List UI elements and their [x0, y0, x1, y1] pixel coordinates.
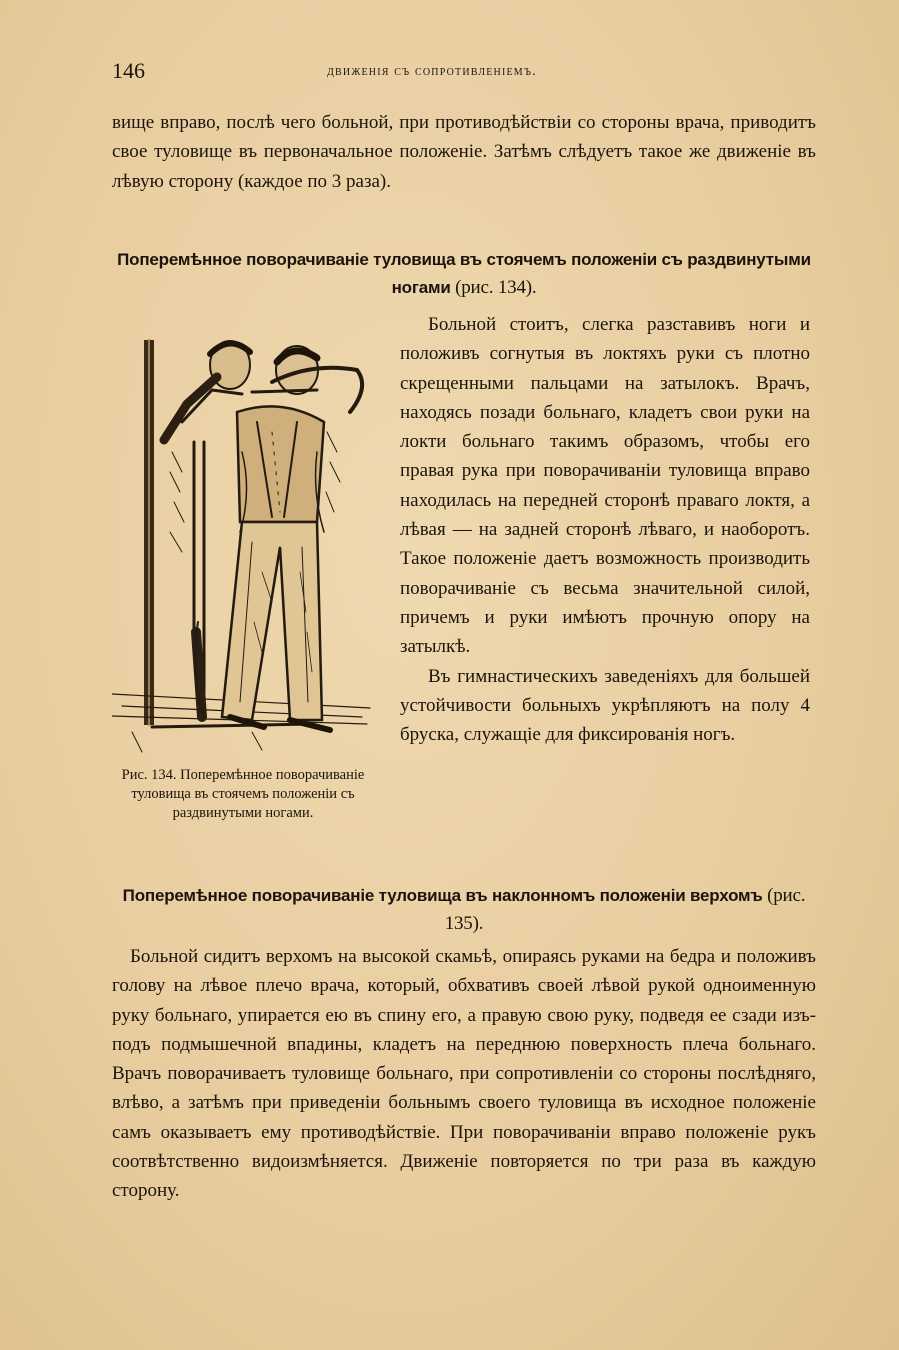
- intro-paragraph: вище вправо, послѣ чего больной, при противодѣйствіи со стороны врача, приводитъ свое туловище въ первоначальное положеніе. Затѣмъ слѣдуетъ такое же движеніе въ лѣвую сторону (каждое по 3 раза).: [112, 112, 816, 192]
- figure-caption: Рис. 134. Поперемѣнное поворачиваніе туловища въ стоячемъ положеніи съ раздвинутыми ногами.: [121, 767, 365, 821]
- figure-reference: (рис. 135).: [444, 885, 806, 934]
- section-heading-135: [112, 882, 816, 938]
- paragraph: Больной сидитъ верхомъ на высокой скамьѣ, опираясь руками на бедра и положивъ голову на лѣвое плечо врача, который, обхвативъ своей лѣвой рукой одноименную руку больнаго, упирается ею въ спину его, а правую свою руку, подведя ее сзади изъ-подъ подмышечной впадины, кладетъ на переднюю поверхность плеча больнаго. Врачъ поворачиваетъ туловище больнаго, при сопротивленіи со стороны послѣдняго, влѣво, а затѣмъ при приведеніи больнымъ своего туловища въ исходное положеніе самъ оказываетъ ему противодѣйствіе. При поворачиваніи вправо положеніе рукъ соотвѣтственно видоизмѣняется. Движеніе повторяется по три раза въ каждую сторону.: [112, 946, 816, 1202]
- paragraph: Больной стоитъ, слегка разставивъ ноги и положивъ согнутыя въ локтяхъ руки съ плотно скрещенными пальцами на затылокъ. Врачъ, находясь позади больнаго, кладетъ свои руки на локти больнаго такимъ образомъ, чтобы его правая рука при поворачиваніи туловища вправо находилась на передней сторонѣ праваго локтя, а лѣвая — на задней сторонѣ лѣваго, и наоборотъ. Такое положеніе даетъ возможность производить поворачиваніе съ весьма значительной силой, причемъ и руки имѣютъ прочную опору на затылкѣ.: [400, 314, 810, 658]
- engraving-two-men-twisting: [112, 332, 374, 757]
- section-134-text-column: [400, 310, 810, 749]
- page-header: [112, 58, 812, 88]
- figure-reference: (рис. 134).: [455, 277, 537, 298]
- section-heading-text: Поперемѣнное поворачиваніе туловища въ наклонномъ положеніи верхомъ: [122, 886, 763, 905]
- section-135-text: [112, 942, 816, 1206]
- section-heading-text: Поперемѣнное поворачиваніе туловища въ стоячемъ положеніи съ раздвинутыми ногами: [117, 250, 811, 297]
- running-title: движенія съ сопротивленіемъ.: [327, 64, 537, 79]
- figure-134-illustration: [112, 332, 374, 757]
- page-number: 146: [112, 58, 145, 83]
- paragraph: Въ гимнастическихъ заведеніяхъ для большей устойчивости больныхъ укрѣпляютъ на полу 4 бруска, служащіе для фиксированія ногъ.: [400, 665, 810, 746]
- section-heading-134: [112, 246, 816, 302]
